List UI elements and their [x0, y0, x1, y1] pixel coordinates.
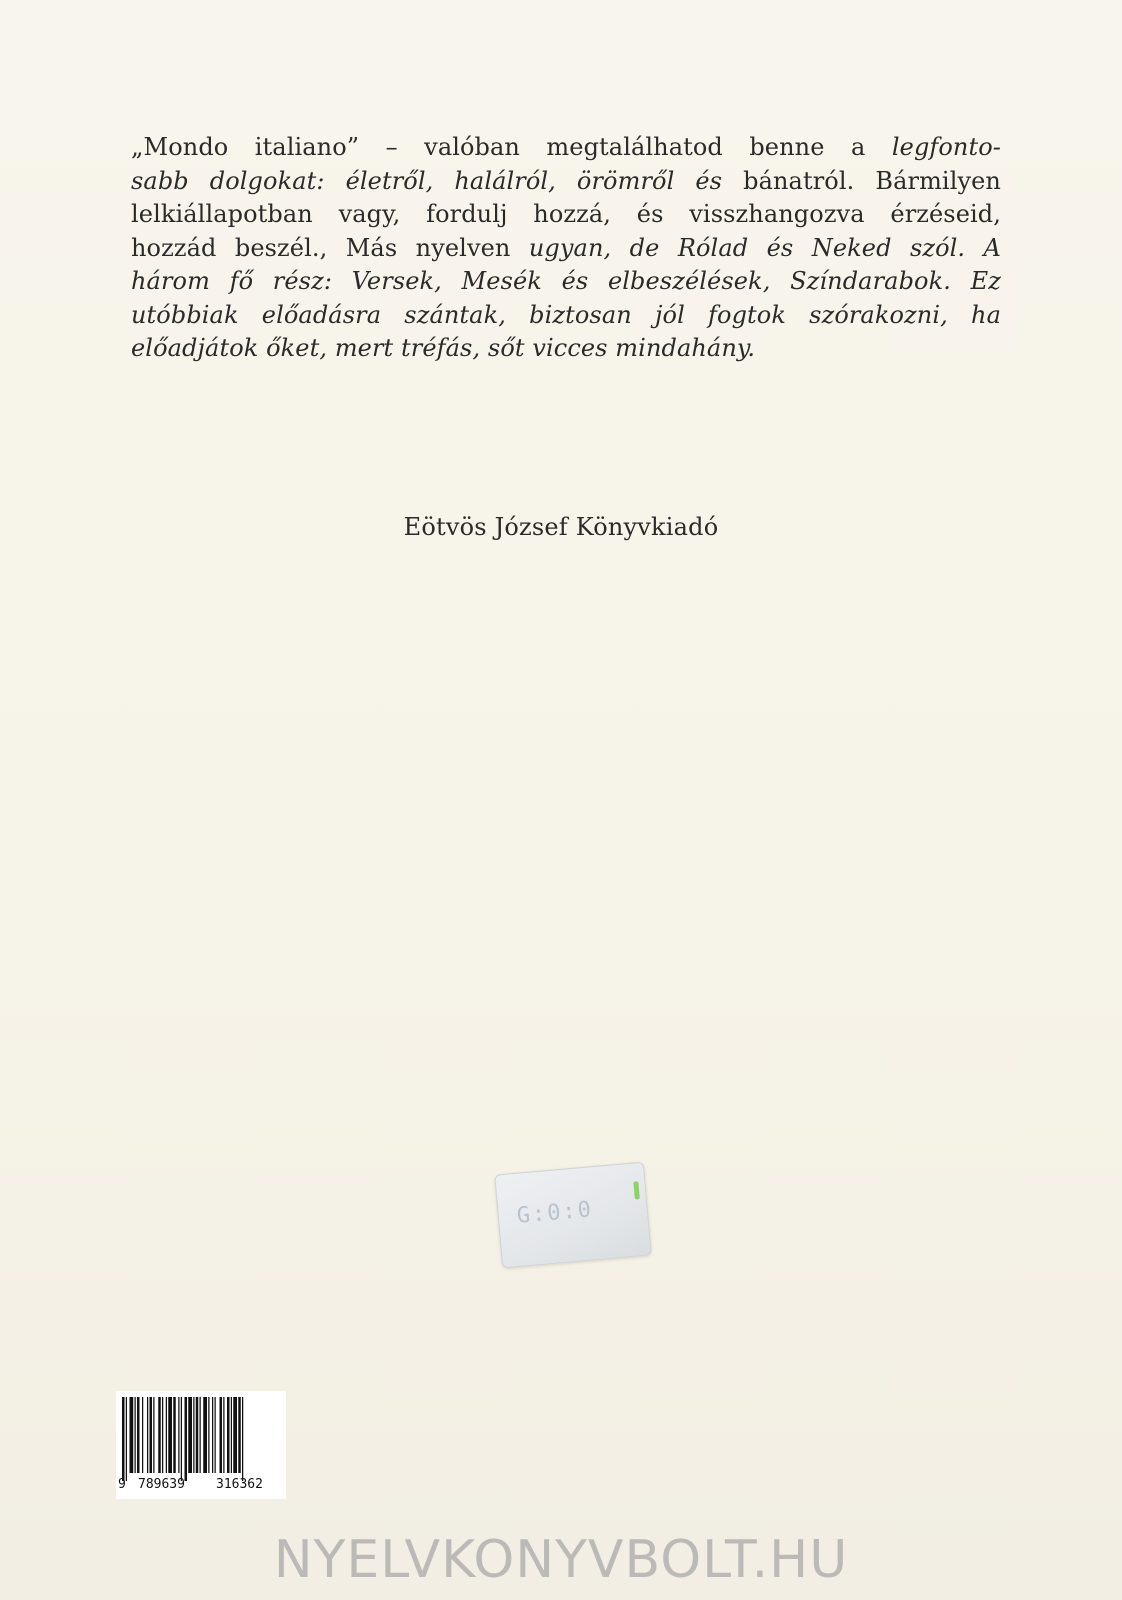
blurb-italic-text: előadjátok őket, mert tréfás, sőt vicces mindahány.: [131, 334, 756, 362]
barcode-bar: [168, 1397, 172, 1473]
barcode-bar: [238, 1397, 241, 1473]
blurb-italic-text: sabb dolgokat: életről, halálról, örömről és: [131, 166, 723, 195]
barcode-bar: [135, 1397, 136, 1473]
barcode-bar: [242, 1397, 243, 1481]
barcode-bar: [193, 1397, 194, 1473]
blurb-italic-text: utóbbiak előadásra szántak, biztosan jól fogtok szórakozni, ha: [131, 300, 1001, 329]
barcode-bar: [142, 1397, 143, 1473]
barcode-bar: [166, 1397, 167, 1473]
barcode-bar: [122, 1397, 125, 1481]
blurb-roman-text: „Mondo italiano” – valóban megtalálhatod benne a: [131, 133, 892, 161]
blurb-line: [131, 165, 1001, 199]
barcode-bar: [150, 1397, 153, 1473]
barcode-bar: [153, 1397, 154, 1473]
barcode-bar: [203, 1397, 207, 1473]
blurb-roman-text: lelkiállapotban vagy, fordulj hozzá, és visszhangozva érzéseid,: [131, 200, 1001, 228]
sticker-tab: [633, 1181, 640, 1199]
barcode-bar: [215, 1397, 216, 1473]
blurb-italic-text: legfonto-: [891, 133, 1001, 161]
barcode-bar: [200, 1397, 201, 1473]
blurb-italic-text: három fő rész: Versek, Mesék és elbeszélések, Színdarabok. Ez: [131, 267, 1001, 295]
isbn-barcode: [116, 1391, 286, 1499]
blurb-line: [131, 232, 1001, 266]
barcode-bar: [130, 1397, 134, 1473]
barcode-bar: [162, 1397, 163, 1473]
barcode-bar: [158, 1397, 161, 1473]
publisher-name: Eötvös József Könyvkiadó: [403, 513, 719, 541]
barcode-bar: [147, 1397, 148, 1473]
barcode-bar: [126, 1397, 127, 1481]
barcode-bar: [181, 1397, 182, 1481]
barcode-bar: [173, 1397, 176, 1473]
blurb-line: [131, 131, 1001, 165]
barcode-digits: [116, 1475, 286, 1497]
barcode-bar: [137, 1397, 140, 1473]
barcode-digits-right: 316362: [216, 1477, 263, 1492]
blurb-italic-text: ugyan, de Rólad és Neked szól. A: [528, 233, 1001, 262]
blurb-line: [131, 332, 1001, 366]
barcode-bar: [227, 1397, 230, 1473]
price-sticker: [494, 1162, 652, 1269]
barcode-digit-lead: 9: [118, 1477, 126, 1492]
barcode-bar: [208, 1397, 209, 1473]
barcode-bar: [185, 1397, 188, 1481]
blurb-line: [131, 265, 1001, 299]
barcode-bar: [231, 1397, 232, 1473]
sticker-label: G:0:0: [515, 1197, 594, 1229]
barcode-bar: [178, 1397, 179, 1473]
barcode-digits-left: 789639: [138, 1477, 185, 1492]
barcode-bar: [220, 1397, 223, 1473]
barcode-bar: [223, 1397, 224, 1473]
barcode-bar: [212, 1397, 213, 1473]
blurb-line: [131, 299, 1001, 333]
blurb-text: [131, 131, 1001, 366]
barcode-bar: [196, 1397, 199, 1473]
barcode-bar: [188, 1397, 192, 1473]
blurb-line: [131, 198, 1001, 232]
blurb-roman-text: bánatról. Bármilyen: [722, 166, 1001, 195]
site-watermark: NYELVKONYVBOLT.HU: [273, 1530, 849, 1590]
blurb-roman-text: hozzád beszél., Más nyelven: [131, 233, 529, 262]
barcode-bars: [116, 1391, 286, 1481]
barcode-bar: [233, 1397, 237, 1473]
